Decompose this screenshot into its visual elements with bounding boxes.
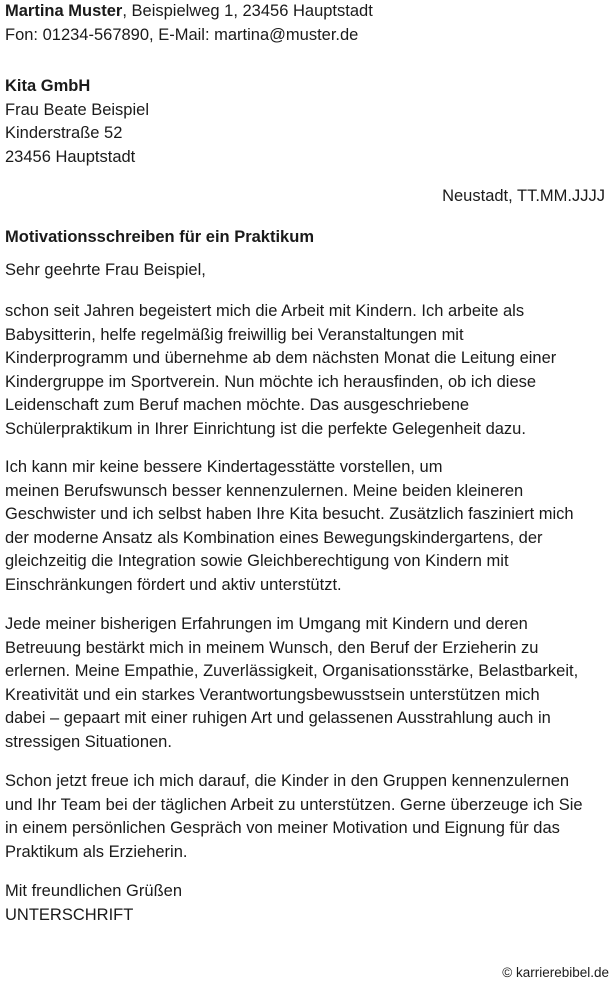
paragraph-line: Schülerpraktikum in Ihrer Einrichtung ist die perfekte Gelegenheit dazu.: [5, 419, 526, 438]
sender-contact: Fon: 01234-567890, E-Mail: martina@muster.de: [5, 25, 359, 44]
paragraph-line: und Ihr Team bei der täglichen Arbeit zu unterstützen. Gerne überzeuge ich Sie: [5, 795, 583, 814]
paragraph-line: gleichzeitig die Integration sowie Gleichberechtigung von Kindern mit: [5, 552, 509, 570]
paragraph-line: Schon jetzt freue ich mich darauf, die Kinder in den Gruppen kennenzulernen: [5, 772, 570, 790]
recipient-company: Kita GmbH: [5, 77, 91, 95]
paragraph-line: Geschwister und ich selbst haben Ihre Kita besucht. Zusätzlich fasziniert mich: [5, 505, 574, 523]
paragraph-line: Ich kann mir keine bessere Kindertagesstätte vorstellen, um: [5, 458, 443, 476]
body-paragraph: [5, 456, 605, 597]
place-date-block: [5, 185, 605, 209]
paragraph-line: Einschränkungen fördert und aktiv unterstützt.: [5, 575, 342, 594]
recipient-person: Frau Beate Beispiel: [5, 100, 149, 119]
paragraph-line: meinen Berufswunsch besser kennenzulernen. Meine beiden kleineren: [5, 481, 524, 500]
body-paragraph: [5, 770, 605, 864]
paragraph-line: Betreuung bestärkt mich in meinem Wunsch, den Beruf der Erzieherin zu: [5, 638, 539, 657]
salutation: Sehr geehrte Frau Beispiel,: [5, 261, 206, 279]
sender-block: [5, 0, 605, 47]
subject-block: [5, 226, 605, 250]
body-paragraph: [5, 613, 605, 754]
sender-name: Martina Muster: [5, 2, 123, 20]
paragraph-line: dabei – gepaart mit einer ruhigen Art und gelassenen Ausstrahlung auch in: [5, 709, 551, 727]
closing: Mit freundlichen Grüßen: [5, 882, 182, 900]
recipient-city: 23456 Hauptstadt: [5, 147, 136, 166]
sender-line: [5, 0, 605, 24]
paragraph-line: Leidenschaft zum Beruf machen möchte. Das ausgeschriebene: [5, 396, 470, 414]
paragraph-line: in einem persönlichen Gespräch von meiner Motivation und Eignung für das: [5, 819, 560, 837]
recipient-street: Kinderstraße 52: [5, 124, 123, 142]
paragraph-line: Kreativität und ein starkes Verantwortungsbewusstsein unterstützen mich: [5, 685, 540, 704]
paragraph-line: Kinderprogramm und übernehme ab dem nächsten Monat die Leitung einer: [5, 349, 557, 367]
paragraph-line: schon seit Jahren begeistert mich die Arbeit mit Kindern. Ich arbeite als: [5, 302, 525, 320]
body-paragraph: [5, 300, 605, 441]
paragraph-line: der moderne Ansatz als Kombination eines Bewegungskindergartens, der: [5, 528, 543, 547]
subject: Motivationsschreiben für ein Praktikum: [5, 228, 314, 246]
copyright-footer: © karrierebibel.de: [502, 965, 609, 980]
paragraph-line: Kindergruppe im Sportverein. Nun möchte ich herausfinden, ob ich diese: [5, 372, 537, 391]
closing-block: [5, 880, 605, 927]
recipient-block: [5, 75, 605, 169]
paragraph-line: stressigen Situationen.: [5, 732, 172, 751]
place-date: Neustadt, TT.MM.JJJJ: [442, 187, 605, 205]
salutation-block: [5, 259, 605, 283]
paragraph-line: Babysitterin, helfe regelmäßig freiwillig bei Veranstaltungen mit: [5, 325, 464, 344]
sender-address: , Beispielweg 1, 23456 Hauptstadt: [122, 2, 373, 20]
paragraph-line: Praktikum als Erzieherin.: [5, 842, 188, 861]
paragraph-line: Jede meiner bisherigen Erfahrungen im Umgang mit Kindern und deren: [5, 615, 528, 633]
paragraph-line: erlernen. Meine Empathie, Zuverlässigkeit, Organisationsstärke, Belastbarkeit,: [5, 662, 579, 680]
signature: UNTERSCHRIFT: [5, 905, 134, 924]
